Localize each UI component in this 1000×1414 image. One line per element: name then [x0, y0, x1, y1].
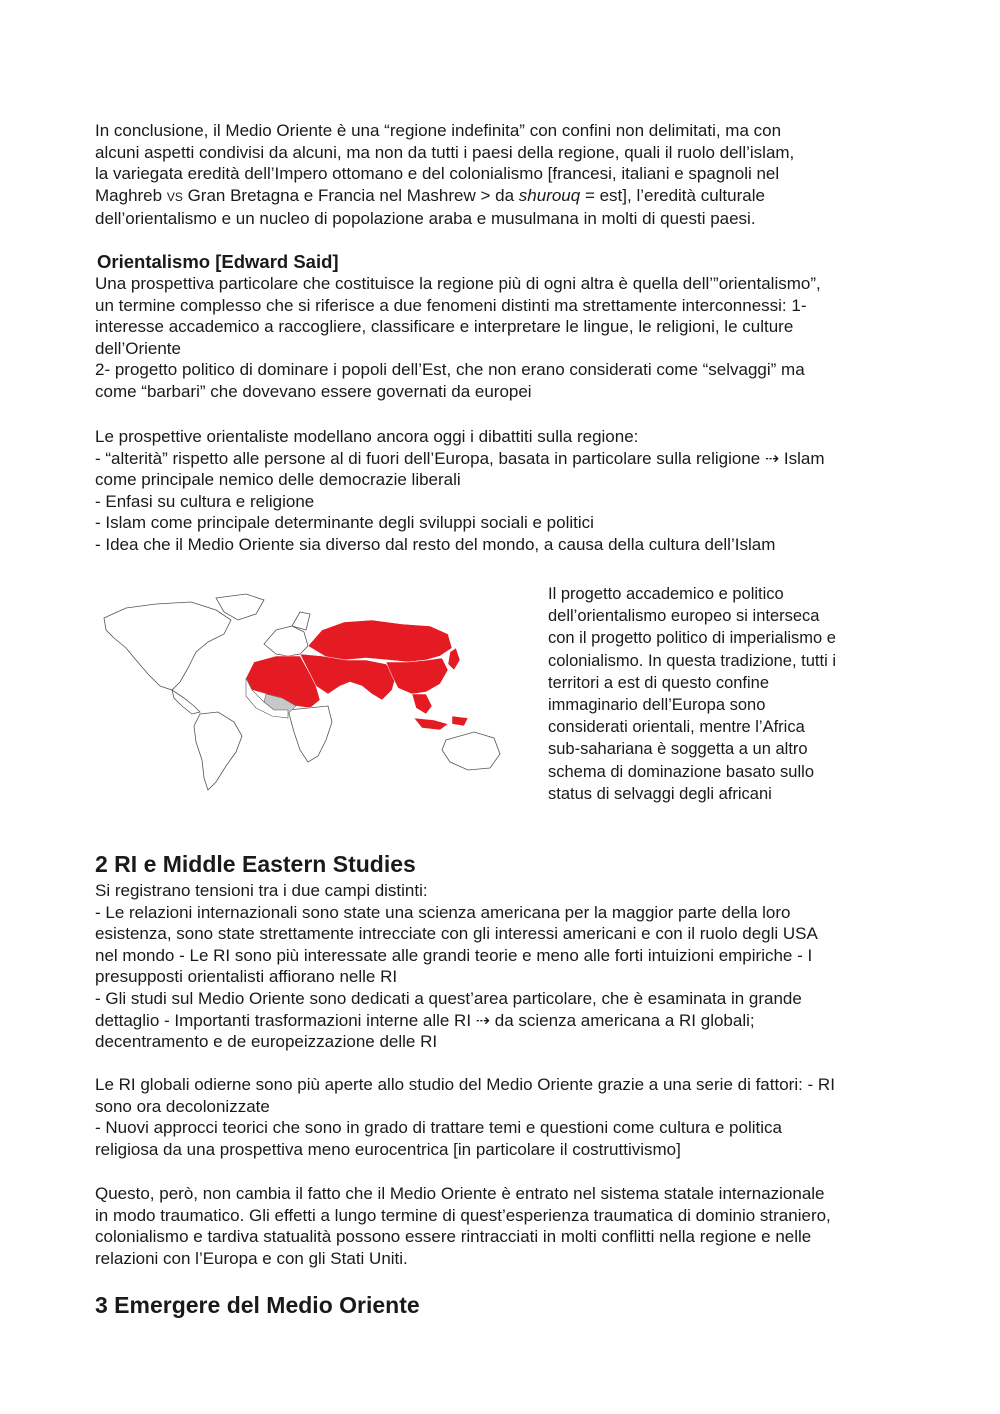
map-caption [548, 583, 908, 805]
text-line: interesse accademico a raccogliere, classificare e interpretare le lingue, le religioni, le culture [95, 317, 794, 337]
north-america-shape [104, 602, 231, 690]
australia-shape [442, 732, 500, 770]
japan-highlight-shape [448, 648, 460, 670]
section2-paragraph [95, 880, 818, 1053]
text-line: territori a est di questo confine [548, 673, 770, 692]
section-heading-2: 2 RI e Middle Eastern Studies [95, 851, 416, 877]
text-line: dell’Oriente [95, 338, 181, 358]
text-line: 2- progetto politico di dominare i popoli dell’Est, che non erano considerati come “selvaggi” ma [95, 360, 805, 380]
text-line: presupposti orientalisti affiorano nelle RI [95, 967, 398, 987]
list-item: - Islam come principale determinante degli sviluppi sociali e politici [95, 513, 594, 533]
europe-shape [264, 626, 308, 656]
text-line: immaginario dell’Europa sono [548, 696, 766, 715]
central-america-shape [172, 690, 200, 714]
text-line: In conclusione, il Medio Oriente è una “regione indefinita” con confini non delimitati, ma con [95, 121, 782, 140]
text-line: dell’orientalismo e un nucleo di popolazione araba e musulmana in molti di questi paesi. [95, 209, 756, 229]
intro-paragraph [95, 120, 794, 230]
text-line: sono ora decolonizzate [95, 1096, 270, 1116]
text-line: relazioni con l’Europa e con gli Stati Uniti. [95, 1248, 408, 1268]
prospettive-list [95, 426, 825, 556]
section2-paragraph-3 [95, 1183, 831, 1269]
text-line: con il progetto politico di imperialismo e [548, 629, 836, 648]
text-line: Le RI globali odierne sono più aperte allo studio del Medio Oriente grazie a una serie di fattori: - RI [95, 1075, 835, 1094]
list-item: - “alterità” rispetto alle persone al di fuori dell’Europa, basata in particolare sulla religione ⇢ Islam [95, 448, 825, 468]
indonesia-highlight-shape [414, 718, 448, 730]
list-item: - Enfasi su cultura e religione [95, 491, 315, 511]
text-line: Questo, però, non cambia il fatto che il Medio Oriente è entrato nel sistema statale internazionale [95, 1184, 825, 1203]
east-asia-highlight-shape [386, 658, 448, 694]
text-line: nel mondo - Le RI sono più interessate alle grandi teorie e meno alle forti intuizioni empiriche - I [95, 945, 813, 965]
section-heading-orientalismo: Orientalismo [Edward Said] [97, 251, 339, 272]
text-line: Il progetto accademico e politico [548, 585, 784, 603]
asia-highlight-shape [308, 620, 452, 662]
southern-africa-shape [288, 706, 332, 762]
text-line: Si registrano tensioni tra i due campi distinti: [95, 881, 428, 900]
orientalismo-paragraph [95, 273, 821, 403]
southeast-asia-highlight-shape [412, 694, 432, 714]
text-line: dettaglio - Importanti trasformazioni interne alle RI ⇢ da scienza americana a RI globali; [95, 1010, 755, 1030]
text-line: in modo traumatico. Gli effetti a lungo termine di quest’esperienza traumatica di dominio straniero, [95, 1205, 831, 1225]
indonesia-highlight-shape [452, 716, 468, 726]
text-line: religiosa da una prospettiva meno eurocentrica [in particolare il costruttivismo] [95, 1139, 681, 1159]
list-item: - Gli studi sul Medio Oriente sono dedicati a quest’area particolare, che è esaminata in grande [95, 988, 802, 1008]
text-line: dell’orientalismo europeo si interseca [548, 607, 820, 626]
text-line: colonialismo e tardiva statualità possono essere rintracciati in molti conflitti nella regione e nelle [95, 1227, 812, 1247]
text-line: esistenza, sono state strettamente intrecciate con gli interessi americani e con il ruolo degli USA [95, 924, 818, 944]
text-line: alcuni aspetti condivisi da alcuni, ma non da tutti i paesi della regione, quali il ruolo dell’islam, [95, 142, 795, 162]
text-line: considerati orientali, mentre l’Africa [548, 718, 805, 737]
text-line: come “barbari” che dovevano essere governati da europei [95, 381, 532, 401]
text-line: colonialismo. In questa tradizione, tutti i [548, 651, 836, 670]
text-line: decentramento e de europeizzazione delle RI [95, 1032, 438, 1052]
text-line: Le prospettive orientaliste modellano ancora oggi i dibattiti sulla regione: [95, 427, 639, 446]
text-line: sub-sahariana è soggetta a un altro [548, 740, 808, 759]
list-item: - Le relazioni internazionali sono state una scienza americana per la maggior parte della loro [95, 902, 791, 922]
text-line: come principale nemico delle democrazie liberali [95, 470, 461, 490]
section-heading-3: 3 Emergere del Medio Oriente [95, 1292, 420, 1318]
list-item: - Idea che il Medio Oriente sia diverso dal resto del mondo, a causa della cultura dell’Islam [95, 534, 776, 554]
south-america-shape [194, 712, 242, 790]
section2-paragraph-2 [95, 1074, 835, 1160]
text-line: un termine complesso che si riferisce a due fenomeni distinti ma strettamente interconnessi: 1- [95, 295, 807, 315]
list-item: - Nuovi approcci teorici che sono in grado di trattare temi e questioni come cultura e politica [95, 1118, 782, 1138]
text-line: Maghreb VS Gran Bretagna e Francia nel Mashrew > da shurouq = est], l’eredità culturale [95, 185, 765, 205]
text-line: schema di dominazione basato sullo [548, 762, 814, 781]
text-line: status di selvaggi degli africani [548, 784, 772, 803]
world-map-image [96, 590, 530, 795]
text-line: Una prospettiva particolare che costituisce la regione più di ogni altra è quella dell’”orientalismo”, [95, 274, 821, 293]
text-line: la variegata eredità dell’Impero ottomano e del colonialismo [francesi, italiani e spagnoli nel [95, 164, 780, 184]
